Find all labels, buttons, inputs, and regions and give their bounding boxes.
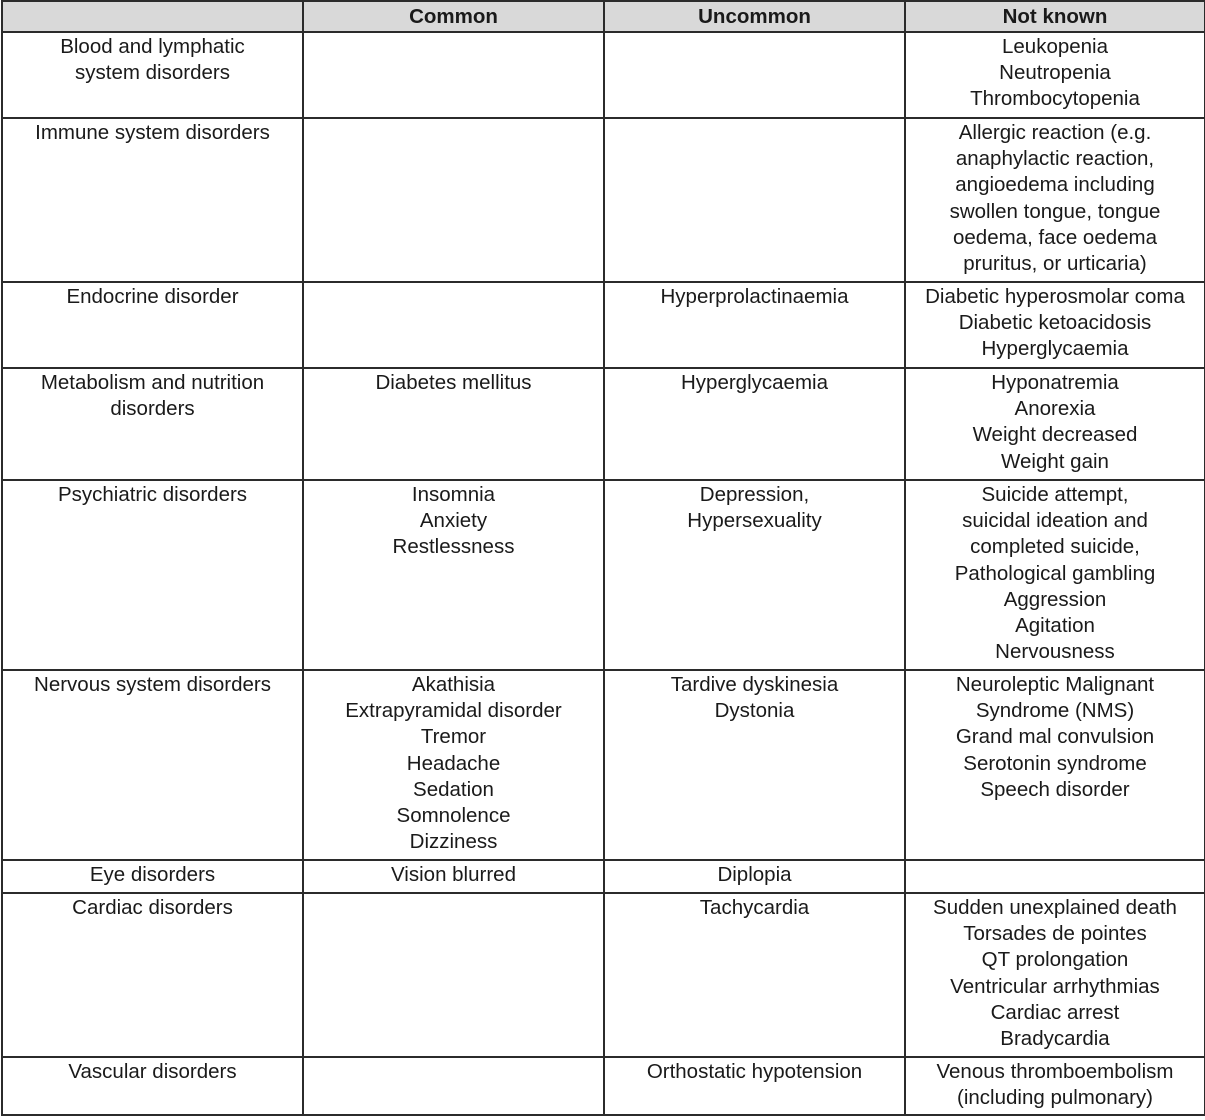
cell-line: Neutropenia xyxy=(999,61,1111,85)
soc-cell xyxy=(2,368,303,480)
table-body xyxy=(2,32,1205,1115)
uncommon-cell xyxy=(604,32,905,118)
cell-line: Headache xyxy=(406,751,501,775)
cell-line: oedema, face oedema xyxy=(953,225,1157,249)
table-row xyxy=(2,480,1205,670)
cell-line: pruritus, or urticaria) xyxy=(963,252,1147,276)
cell-line: Grand mal convulsion xyxy=(955,725,1155,749)
not-known-cell xyxy=(905,118,1205,282)
table-row xyxy=(2,860,1205,893)
cell-line: Torsades de pointes xyxy=(963,922,1147,946)
cell-line: Tardive dyskinesia xyxy=(670,673,839,696)
cell-line: Hyperglycaemia xyxy=(681,371,828,394)
not-known-cell xyxy=(905,670,1205,860)
cell-line: Pathological gambling xyxy=(954,561,1156,585)
cell-line: Diabetic hyperosmolar coma xyxy=(925,285,1185,308)
header-common: Common xyxy=(303,1,604,32)
not-known-cell xyxy=(905,282,1205,368)
header-uncommon: Uncommon xyxy=(604,1,905,32)
not-known-cell xyxy=(905,860,1205,893)
cell-line: Endocrine disorder xyxy=(66,285,239,308)
cell-line: Insomnia xyxy=(411,483,496,506)
cell-line: Sedation xyxy=(413,777,494,801)
uncommon-cell xyxy=(604,282,905,368)
cell-line: Diabetic ketoacidosis xyxy=(958,311,1152,335)
cell-line: Speech disorder xyxy=(980,777,1130,801)
header-soc xyxy=(2,1,303,32)
soc-cell xyxy=(2,1057,303,1115)
uncommon-cell xyxy=(604,860,905,893)
table-row xyxy=(2,118,1205,282)
common-cell xyxy=(303,282,604,368)
table-row xyxy=(2,670,1205,860)
cell-line: Tachycardia xyxy=(699,896,810,919)
cell-line: Akathisia xyxy=(411,673,496,696)
common-cell xyxy=(303,893,604,1057)
cell-line: Cardiac disorders xyxy=(72,896,233,919)
cell-line: Diplopia xyxy=(717,863,792,886)
cell-line: Nervous system disorders xyxy=(34,673,271,696)
cell-line: system disorders xyxy=(75,61,230,85)
not-known-cell xyxy=(905,32,1205,118)
cell-line: Anxiety xyxy=(419,509,488,533)
cell-line: Weight gain xyxy=(1001,449,1109,473)
cell-line: angioedema including xyxy=(955,173,1155,197)
table-row xyxy=(2,1057,1205,1115)
cell-line: Vision blurred xyxy=(391,863,516,886)
table-row xyxy=(2,368,1205,480)
common-cell xyxy=(303,670,604,860)
cell-line: Depression, xyxy=(699,483,810,506)
cell-line: suicidal ideation and xyxy=(962,509,1148,533)
cell-line: Weight decreased xyxy=(972,423,1138,447)
uncommon-cell xyxy=(604,893,905,1057)
uncommon-cell xyxy=(604,118,905,282)
cell-line: Agitation xyxy=(1015,614,1095,638)
table-row xyxy=(2,32,1205,118)
cell-line: Neuroleptic Malignant xyxy=(955,673,1155,696)
cell-line: Hypersexuality xyxy=(687,509,822,533)
cell-line: Syndrome (NMS) xyxy=(975,699,1135,723)
cell-line: Venous thromboembolism xyxy=(936,1060,1174,1083)
adverse-reactions-table xyxy=(1,0,1205,1116)
soc-cell xyxy=(2,860,303,893)
soc-cell xyxy=(2,282,303,368)
cell-line: Dystonia xyxy=(714,699,795,723)
cell-line: Serotonin syndrome xyxy=(963,751,1147,775)
cell-line: Somnolence xyxy=(396,804,511,828)
cell-line: Nervousness xyxy=(995,640,1115,664)
table-row xyxy=(2,282,1205,368)
cell-line: Tremor xyxy=(420,725,487,749)
cell-line: Aggression xyxy=(1003,587,1107,611)
cell-line: Eye disorders xyxy=(89,863,216,886)
cell-line: Restlessness xyxy=(392,535,515,559)
cell-line: Allergic reaction (e.g. xyxy=(958,121,1152,144)
cell-line: Diabetes mellitus xyxy=(375,371,532,394)
header-row xyxy=(2,1,1205,32)
cell-line: anaphylactic reaction, xyxy=(955,147,1155,171)
cell-line: Orthostatic hypotension xyxy=(646,1060,863,1083)
soc-cell xyxy=(2,670,303,860)
cell-line: QT prolongation xyxy=(981,948,1129,972)
common-cell xyxy=(303,1057,604,1115)
cell-line: Leukopenia xyxy=(1001,35,1108,58)
not-known-cell xyxy=(905,368,1205,480)
cell-line: Immune system disorders xyxy=(35,121,270,144)
cell-line: Psychiatric disorders xyxy=(57,483,248,506)
cell-line: Blood and lymphatic xyxy=(60,35,245,58)
common-cell xyxy=(303,480,604,670)
header-not-known: Not known xyxy=(905,1,1205,32)
uncommon-cell xyxy=(604,480,905,670)
cell-line: disorders xyxy=(110,397,195,421)
cell-line: Dizziness xyxy=(409,830,498,854)
not-known-cell xyxy=(905,893,1205,1057)
uncommon-cell xyxy=(604,1057,905,1115)
cell-line: completed suicide, xyxy=(970,535,1140,559)
cell-line: Thrombocytopenia xyxy=(970,87,1140,111)
not-known-cell xyxy=(905,1057,1205,1115)
cell-line: swollen tongue, tongue xyxy=(949,199,1161,223)
cell-line: Hyponatremia xyxy=(991,371,1119,394)
cell-line: Ventricular arrhythmias xyxy=(950,974,1160,998)
cell-line: Hyperglycaemia xyxy=(981,337,1129,361)
cell-line: Extrapyramidal disorder xyxy=(345,699,562,723)
cell-line: Hyperprolactinaemia xyxy=(660,285,849,308)
cell-line: Bradycardia xyxy=(1000,1027,1110,1051)
cell-line: Suicide attempt, xyxy=(981,483,1129,506)
uncommon-cell xyxy=(604,368,905,480)
table-row xyxy=(2,893,1205,1057)
common-cell xyxy=(303,368,604,480)
common-cell xyxy=(303,860,604,893)
soc-cell xyxy=(2,32,303,118)
not-known-cell xyxy=(905,480,1205,670)
soc-cell xyxy=(2,893,303,1057)
cell-line: Vascular disorders xyxy=(68,1060,237,1083)
common-cell xyxy=(303,32,604,118)
cell-line: Anorexia xyxy=(1014,397,1096,421)
common-cell xyxy=(303,118,604,282)
cell-line: Sudden unexplained death xyxy=(933,896,1177,919)
uncommon-cell xyxy=(604,670,905,860)
soc-cell xyxy=(2,480,303,670)
soc-cell xyxy=(2,118,303,282)
cell-line: Cardiac arrest xyxy=(990,1000,1120,1024)
cell-line: Metabolism and nutrition xyxy=(40,371,265,394)
cell-line: (including pulmonary) xyxy=(957,1086,1153,1110)
